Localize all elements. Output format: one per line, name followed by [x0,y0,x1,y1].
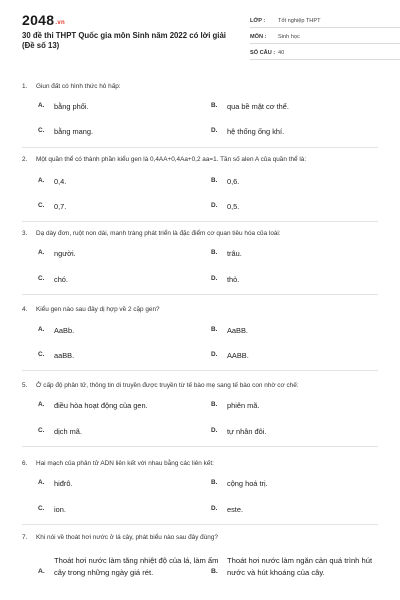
document-title: 30 đề thi THPT Quốc gia môn Sinh năm 2022 có lời giải (Đề số 13) [22,31,226,50]
option-text: AaBB. [227,326,248,335]
option-c[interactable] [38,127,93,136]
option-text: cộng hoá trị. [227,479,268,488]
option-b[interactable] [211,249,242,258]
question-stem [22,459,382,468]
option-c[interactable] [38,351,74,360]
option-c[interactable] [38,505,66,514]
question-divider [22,524,378,525]
option-b[interactable] [211,102,289,111]
option-letter: C. [38,505,45,512]
option-text: 0,5. [227,202,240,211]
option-a[interactable] [38,479,73,488]
question-text: Khi nói về thoát hơi nước ở lá cây, phát biểu nào sau đây đúng? [36,534,218,541]
meta-row-class [250,14,400,28]
option-letter: D. [211,427,218,434]
option-d[interactable] [211,427,266,436]
option-text: Thoát hơi nước làm ngăn cản quá trình hút nước và hút khoáng của cây. [227,556,373,577]
meta-value: Sinh học [278,33,300,40]
question-number: 5. [22,382,28,389]
option-text: AaBb. [54,326,75,335]
option-a[interactable] [38,326,74,335]
option-d[interactable] [211,275,239,284]
option-letter: C. [38,127,45,134]
meta-value: Tốt nghiệp THPT [278,17,321,24]
question-stem [22,533,382,542]
meta-block [250,14,400,62]
option-text: hiđrô. [54,479,73,488]
option-text: hệ thống ống khí. [227,127,285,136]
option-letter: B. [211,102,218,109]
option-letter: A. [38,401,45,408]
option-a[interactable] [38,177,66,186]
option-c[interactable] [38,275,68,284]
option-letter: B. [211,326,218,333]
option-letter: B. [211,177,218,184]
option-letter: B. [211,249,218,256]
option-b[interactable] [211,479,268,488]
option-text: Thoát hơi nước làm tăng nhiệt độ của lá, làm ấm cây trong những ngày giá rét. [54,556,219,577]
option-text: trâu. [227,249,242,258]
option-letter: C. [38,202,45,209]
option-text: bằng mang. [54,127,94,136]
option-b[interactable] [211,177,239,186]
question-stem [22,305,382,314]
question-number: 6. [22,460,28,467]
question-text: Hai mạch của phân tử ADN liên kết với nhau bằng các liên kết: [36,460,214,467]
meta-value: 40 [278,49,285,56]
meta-label: LỚP : [250,17,266,24]
option-letter: D. [211,275,218,282]
option-text: bằng phổi. [54,102,89,111]
option-text: 0,4. [54,177,67,186]
question-text: Giun đất có hình thức hô hấp: [36,83,121,90]
option-letter: A. [38,479,45,486]
option-text: điều hòa hoạt động của gen. [54,401,148,410]
logo-text: 2048 [22,12,55,28]
document-header [22,12,382,60]
question-number: 4. [22,306,28,313]
option-letter: D. [211,505,218,512]
option-letter: A. [38,249,45,256]
option-text: este. [227,505,244,514]
option-c[interactable] [38,202,66,211]
option-text: ion. [54,505,66,514]
option-a[interactable] [38,102,89,111]
option-letter: D. [211,127,218,134]
meta-row-subject [250,30,400,44]
option-a[interactable] [38,555,219,578]
option-letter: A. [38,326,45,333]
question-divider [22,221,378,222]
meta-label: MÔN : [250,33,267,40]
option-text: 0,7. [54,202,67,211]
option-b[interactable] [211,401,259,410]
option-letter: C. [38,427,45,434]
question-number: 1. [22,83,28,90]
question-number: 7. [22,534,28,541]
option-a[interactable] [38,249,76,258]
question-text: Dạ dày đơn, ruột non dài, manh tràng phát triển là đặc điểm cơ quan tiêu hóa của loài: [36,230,281,237]
option-text: AABB. [227,351,249,360]
option-text: tự nhân đôi. [227,427,267,436]
option-letter: A. [38,102,45,109]
question-stem [22,229,382,238]
option-d[interactable] [211,202,239,211]
question-number: 2. [22,156,28,163]
option-text: dịch mã. [54,427,82,436]
question-text: Kiểu gen nào sau đây dị hợp về 2 cặp gen? [36,306,160,313]
option-b[interactable] [211,326,248,335]
question-text: Ở cấp độ phân tử, thông tin di truyền được truyền từ tế bào mẹ sang tế bào con nhờ cơ chế: [36,382,299,389]
option-letter: B. [211,568,218,575]
meta-row-count [250,46,400,60]
option-text: chó. [54,275,68,284]
option-text: aaBB. [54,351,75,360]
logo-suffix: .vn [55,20,65,26]
question-divider [22,446,378,447]
option-letter: B. [211,401,218,408]
option-text: qua bề mặt cơ thể. [227,102,289,111]
question-stem [22,155,382,164]
option-letter: B. [211,479,218,486]
option-b[interactable] [211,555,392,578]
option-letter: C. [38,351,45,358]
option-d[interactable] [211,505,243,514]
question-stem [22,82,382,91]
meta-label: SỐ CÂU : [250,49,276,56]
option-letter: A. [38,568,45,575]
question-text: Một quần thể có thành phần kiểu gen là 0,4AA+0,4Aa+0,2 aa=1. Tần số alen A của quần thể là: [36,156,307,163]
question-divider [22,294,378,295]
option-text: người. [54,249,76,258]
question-stem [22,381,382,390]
question-divider [22,147,378,148]
question-divider [22,370,378,371]
option-letter: A. [38,177,45,184]
option-text: 0,6. [227,177,240,186]
question-number: 3. [22,230,28,237]
option-letter: C. [38,275,45,282]
option-text: phiên mã. [227,401,260,410]
option-a[interactable] [38,401,148,410]
option-d[interactable] [211,127,284,136]
option-text: thỏ. [227,275,240,284]
option-letter: D. [211,351,218,358]
option-d[interactable] [211,351,249,360]
option-letter: D. [211,202,218,209]
option-c[interactable] [38,427,82,436]
site-logo[interactable] [22,12,65,28]
